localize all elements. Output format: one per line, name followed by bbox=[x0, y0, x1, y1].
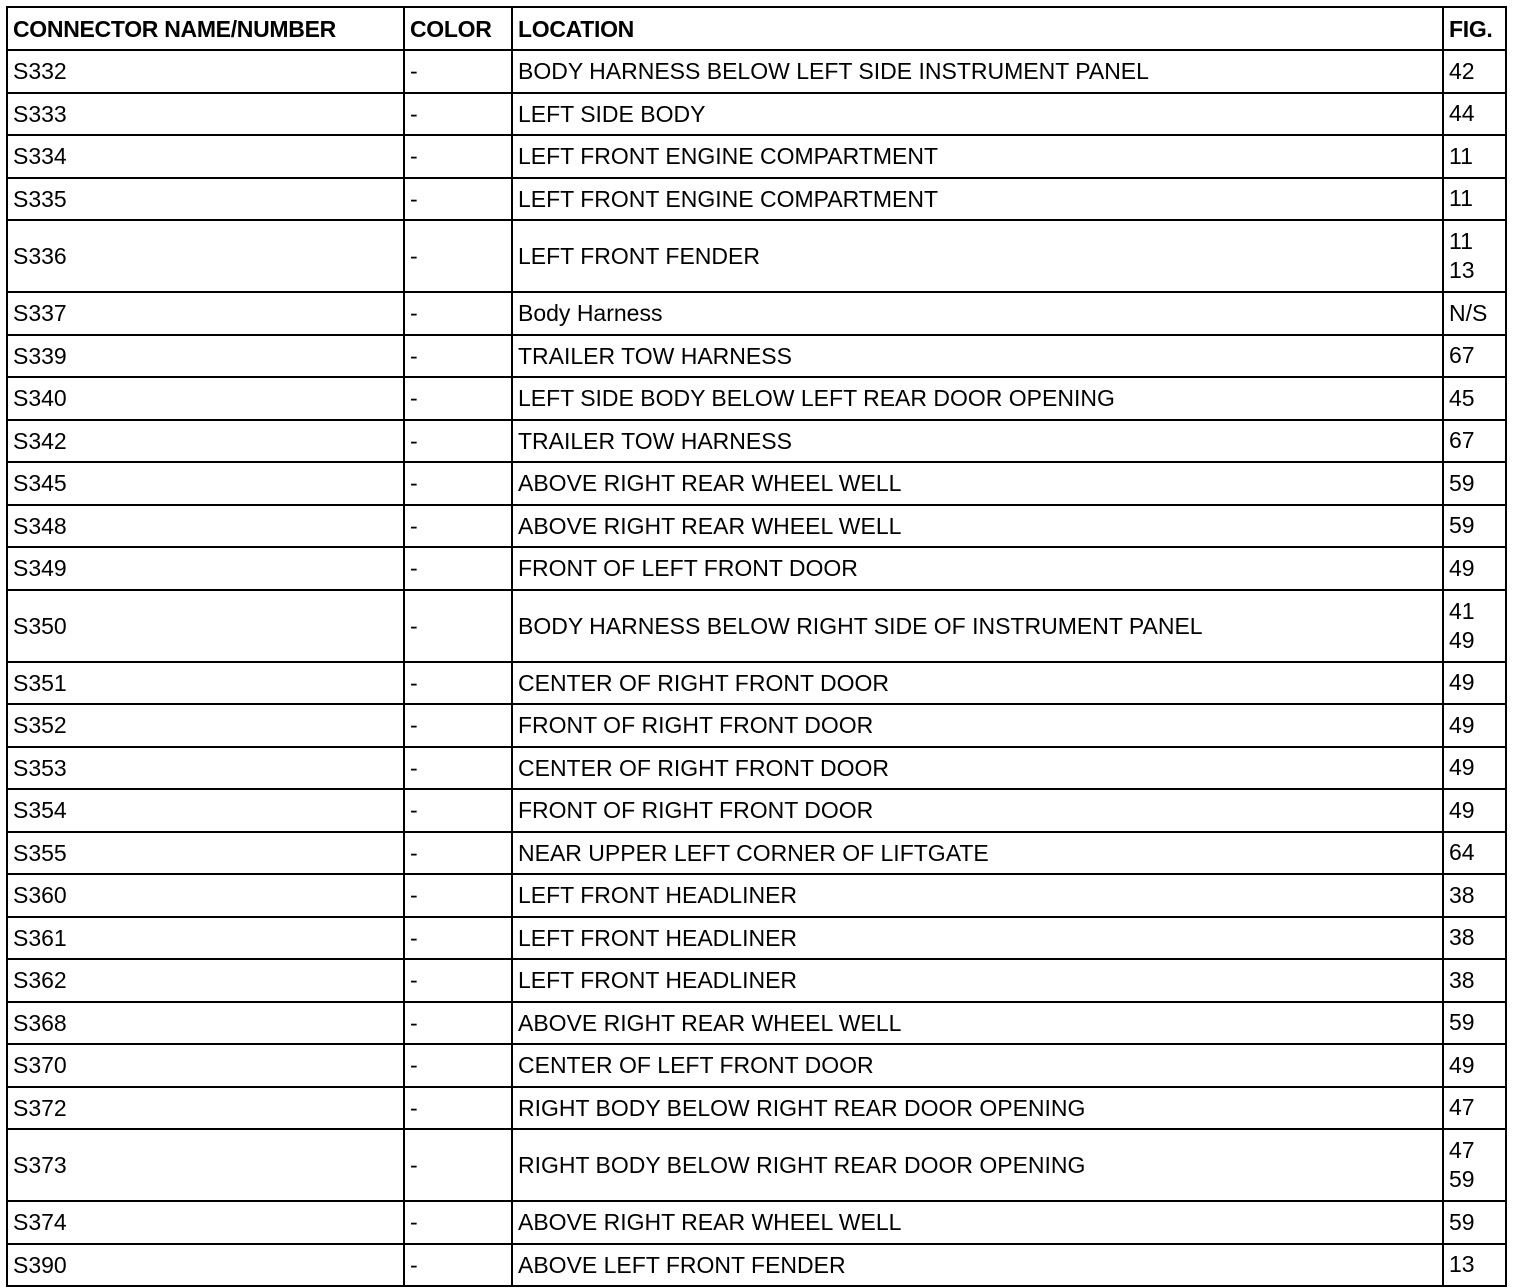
connector-name-cell: S348 bbox=[7, 505, 404, 548]
fig-cell bbox=[1443, 377, 1506, 420]
fig-number: 49 bbox=[1449, 796, 1475, 823]
fig-number: 13 bbox=[1449, 257, 1475, 283]
fig-number: 38 bbox=[1449, 924, 1475, 951]
connector-name-cell: S336 bbox=[7, 220, 404, 292]
fig-cell bbox=[1443, 1087, 1506, 1130]
table-row bbox=[7, 135, 1506, 178]
color-cell: - bbox=[404, 1244, 512, 1287]
color-cell: - bbox=[404, 505, 512, 548]
color-cell: - bbox=[404, 547, 512, 590]
location-cell: BODY HARNESS BELOW RIGHT SIDE OF INSTRUMENT PANEL bbox=[512, 590, 1443, 662]
fig-number: 49 bbox=[1449, 554, 1475, 581]
fig-cell bbox=[1443, 704, 1506, 747]
color-cell: - bbox=[404, 704, 512, 747]
fig-cell bbox=[1443, 292, 1506, 335]
fig-number: 59 bbox=[1449, 1208, 1475, 1235]
table-row bbox=[7, 335, 1506, 378]
location-cell: LEFT FRONT ENGINE COMPARTMENT bbox=[512, 135, 1443, 178]
location-cell: LEFT SIDE BODY BELOW LEFT REAR DOOR OPENING bbox=[512, 377, 1443, 420]
table-row bbox=[7, 789, 1506, 832]
connector-name-cell: S339 bbox=[7, 335, 404, 378]
fig-cell bbox=[1443, 662, 1506, 705]
fig-number: 41 bbox=[1449, 597, 1475, 624]
header-location: LOCATION bbox=[512, 7, 1443, 50]
color-cell: - bbox=[404, 832, 512, 875]
fig-cell bbox=[1443, 1002, 1506, 1045]
location-cell: ABOVE RIGHT REAR WHEEL WELL bbox=[512, 1201, 1443, 1244]
fig-cell bbox=[1443, 959, 1506, 1002]
header-color: COLOR bbox=[404, 7, 512, 50]
table-row bbox=[7, 917, 1506, 960]
color-cell: - bbox=[404, 220, 512, 292]
connector-name-cell: S374 bbox=[7, 1201, 404, 1244]
location-cell: FRONT OF RIGHT FRONT DOOR bbox=[512, 789, 1443, 832]
fig-number: 11 bbox=[1449, 142, 1473, 169]
table-row bbox=[7, 747, 1506, 790]
fig-number: 64 bbox=[1449, 839, 1475, 866]
table-row bbox=[7, 377, 1506, 420]
connector-name-cell: S361 bbox=[7, 917, 404, 960]
color-cell: - bbox=[404, 50, 512, 93]
header-fig: FIG. bbox=[1443, 7, 1506, 50]
connector-name-cell: S332 bbox=[7, 50, 404, 93]
fig-cell bbox=[1443, 462, 1506, 505]
fig-cell bbox=[1443, 505, 1506, 548]
color-cell: - bbox=[404, 462, 512, 505]
connector-name-cell: S349 bbox=[7, 547, 404, 590]
connector-name-cell: S353 bbox=[7, 747, 404, 790]
location-cell: FRONT OF RIGHT FRONT DOOR bbox=[512, 704, 1443, 747]
fig-number: 13 bbox=[1449, 1251, 1475, 1278]
table-row bbox=[7, 1087, 1506, 1130]
connector-name-cell: S355 bbox=[7, 832, 404, 875]
color-cell: - bbox=[404, 789, 512, 832]
connector-name-cell: S350 bbox=[7, 590, 404, 662]
table-body bbox=[7, 50, 1506, 1286]
location-cell: CENTER OF RIGHT FRONT DOOR bbox=[512, 662, 1443, 705]
connector-name-cell: S360 bbox=[7, 874, 404, 917]
location-cell: LEFT FRONT HEADLINER bbox=[512, 874, 1443, 917]
table-row bbox=[7, 547, 1506, 590]
fig-cell bbox=[1443, 1201, 1506, 1244]
color-cell: - bbox=[404, 874, 512, 917]
color-cell: - bbox=[404, 335, 512, 378]
connector-name-cell: S335 bbox=[7, 178, 404, 221]
connector-name-cell: S342 bbox=[7, 420, 404, 463]
fig-cell bbox=[1443, 50, 1506, 93]
location-cell: LEFT FRONT ENGINE COMPARTMENT bbox=[512, 178, 1443, 221]
connector-name-cell: S373 bbox=[7, 1129, 404, 1201]
location-cell: CENTER OF LEFT FRONT DOOR bbox=[512, 1044, 1443, 1087]
color-cell: - bbox=[404, 1129, 512, 1201]
fig-number: N/S bbox=[1449, 299, 1488, 326]
table-row bbox=[7, 292, 1506, 335]
header-row bbox=[7, 7, 1506, 50]
fig-number: 59 bbox=[1449, 469, 1475, 496]
table-row bbox=[7, 178, 1506, 221]
color-cell: - bbox=[404, 917, 512, 960]
fig-number: 49 bbox=[1449, 1051, 1475, 1078]
connector-name-cell: S340 bbox=[7, 377, 404, 420]
location-cell: LEFT FRONT FENDER bbox=[512, 220, 1443, 292]
table-row bbox=[7, 220, 1506, 292]
location-cell: NEAR UPPER LEFT CORNER OF LIFTGATE bbox=[512, 832, 1443, 875]
location-cell: LEFT FRONT HEADLINER bbox=[512, 917, 1443, 960]
fig-number: 59 bbox=[1449, 1166, 1475, 1192]
connector-name-cell: S352 bbox=[7, 704, 404, 747]
fig-cell bbox=[1443, 590, 1506, 662]
table-row bbox=[7, 832, 1506, 875]
table-row bbox=[7, 1044, 1506, 1087]
location-cell: ABOVE RIGHT REAR WHEEL WELL bbox=[512, 505, 1443, 548]
connector-location-table bbox=[6, 6, 1507, 1287]
fig-number: 45 bbox=[1449, 384, 1475, 411]
connector-name-cell: S354 bbox=[7, 789, 404, 832]
fig-number: 49 bbox=[1449, 626, 1475, 653]
fig-number: 67 bbox=[1449, 427, 1475, 454]
color-cell: - bbox=[404, 662, 512, 705]
location-cell: Body Harness bbox=[512, 292, 1443, 335]
table-row bbox=[7, 590, 1506, 662]
table-row bbox=[7, 874, 1506, 917]
color-cell: - bbox=[404, 1201, 512, 1244]
fig-number: 47 bbox=[1449, 1137, 1475, 1163]
fig-cell bbox=[1443, 874, 1506, 917]
color-cell: - bbox=[404, 1002, 512, 1045]
fig-number: 38 bbox=[1449, 966, 1475, 993]
fig-cell bbox=[1443, 420, 1506, 463]
table-row bbox=[7, 1002, 1506, 1045]
location-cell: RIGHT BODY BELOW RIGHT REAR DOOR OPENING bbox=[512, 1087, 1443, 1130]
connector-name-cell: S351 bbox=[7, 662, 404, 705]
color-cell: - bbox=[404, 1087, 512, 1130]
table-row bbox=[7, 462, 1506, 505]
fig-cell bbox=[1443, 93, 1506, 136]
location-cell: CENTER OF RIGHT FRONT DOOR bbox=[512, 747, 1443, 790]
fig-number: 49 bbox=[1449, 711, 1475, 738]
table-row bbox=[7, 505, 1506, 548]
fig-cell bbox=[1443, 832, 1506, 875]
table-row bbox=[7, 50, 1506, 93]
connector-name-cell: S368 bbox=[7, 1002, 404, 1045]
table-row bbox=[7, 662, 1506, 705]
location-cell: RIGHT BODY BELOW RIGHT REAR DOOR OPENING bbox=[512, 1129, 1443, 1201]
connector-name-cell: S345 bbox=[7, 462, 404, 505]
location-cell: BODY HARNESS BELOW LEFT SIDE INSTRUMENT PANEL bbox=[512, 50, 1443, 93]
fig-number: 42 bbox=[1449, 57, 1475, 84]
location-cell: TRAILER TOW HARNESS bbox=[512, 335, 1443, 378]
color-cell: - bbox=[404, 747, 512, 790]
connector-name-cell: S333 bbox=[7, 93, 404, 136]
fig-number: 67 bbox=[1449, 342, 1475, 369]
table-row bbox=[7, 420, 1506, 463]
fig-number: 59 bbox=[1449, 1009, 1475, 1036]
color-cell: - bbox=[404, 93, 512, 136]
color-cell: - bbox=[404, 1044, 512, 1087]
location-cell: LEFT FRONT HEADLINER bbox=[512, 959, 1443, 1002]
connector-name-cell: S370 bbox=[7, 1044, 404, 1087]
fig-number: 47 bbox=[1449, 1094, 1475, 1121]
location-cell: FRONT OF LEFT FRONT DOOR bbox=[512, 547, 1443, 590]
color-cell: - bbox=[404, 590, 512, 662]
fig-cell bbox=[1443, 789, 1506, 832]
color-cell: - bbox=[404, 178, 512, 221]
fig-cell bbox=[1443, 335, 1506, 378]
fig-cell bbox=[1443, 178, 1506, 221]
color-cell: - bbox=[404, 135, 512, 178]
fig-cell bbox=[1443, 1244, 1506, 1287]
table-row bbox=[7, 959, 1506, 1002]
location-cell: ABOVE LEFT FRONT FENDER bbox=[512, 1244, 1443, 1287]
table-row bbox=[7, 1244, 1506, 1287]
fig-number: 11 bbox=[1449, 228, 1473, 254]
fig-number: 11 bbox=[1449, 185, 1473, 212]
fig-cell bbox=[1443, 1129, 1506, 1201]
location-cell: ABOVE RIGHT REAR WHEEL WELL bbox=[512, 462, 1443, 505]
fig-cell bbox=[1443, 135, 1506, 178]
table-row bbox=[7, 1201, 1506, 1244]
connector-name-cell: S372 bbox=[7, 1087, 404, 1130]
table-row bbox=[7, 704, 1506, 747]
location-cell: ABOVE RIGHT REAR WHEEL WELL bbox=[512, 1002, 1443, 1045]
fig-cell bbox=[1443, 547, 1506, 590]
location-cell: TRAILER TOW HARNESS bbox=[512, 420, 1443, 463]
fig-number: 38 bbox=[1449, 881, 1475, 908]
fig-number: 49 bbox=[1449, 754, 1475, 781]
connector-name-cell: S337 bbox=[7, 292, 404, 335]
connector-name-cell: S362 bbox=[7, 959, 404, 1002]
table-row bbox=[7, 93, 1506, 136]
table-row bbox=[7, 1129, 1506, 1201]
fig-number: 49 bbox=[1449, 669, 1475, 696]
fig-cell bbox=[1443, 220, 1506, 292]
connector-name-cell: S390 bbox=[7, 1244, 404, 1287]
color-cell: - bbox=[404, 377, 512, 420]
color-cell: - bbox=[404, 292, 512, 335]
fig-cell bbox=[1443, 747, 1506, 790]
color-cell: - bbox=[404, 959, 512, 1002]
fig-number: 44 bbox=[1449, 100, 1475, 127]
fig-cell bbox=[1443, 1044, 1506, 1087]
fig-cell bbox=[1443, 917, 1506, 960]
fig-number: 59 bbox=[1449, 512, 1475, 539]
header-connector-name: CONNECTOR NAME/NUMBER bbox=[7, 7, 404, 50]
connector-name-cell: S334 bbox=[7, 135, 404, 178]
color-cell: - bbox=[404, 420, 512, 463]
location-cell: LEFT SIDE BODY bbox=[512, 93, 1443, 136]
